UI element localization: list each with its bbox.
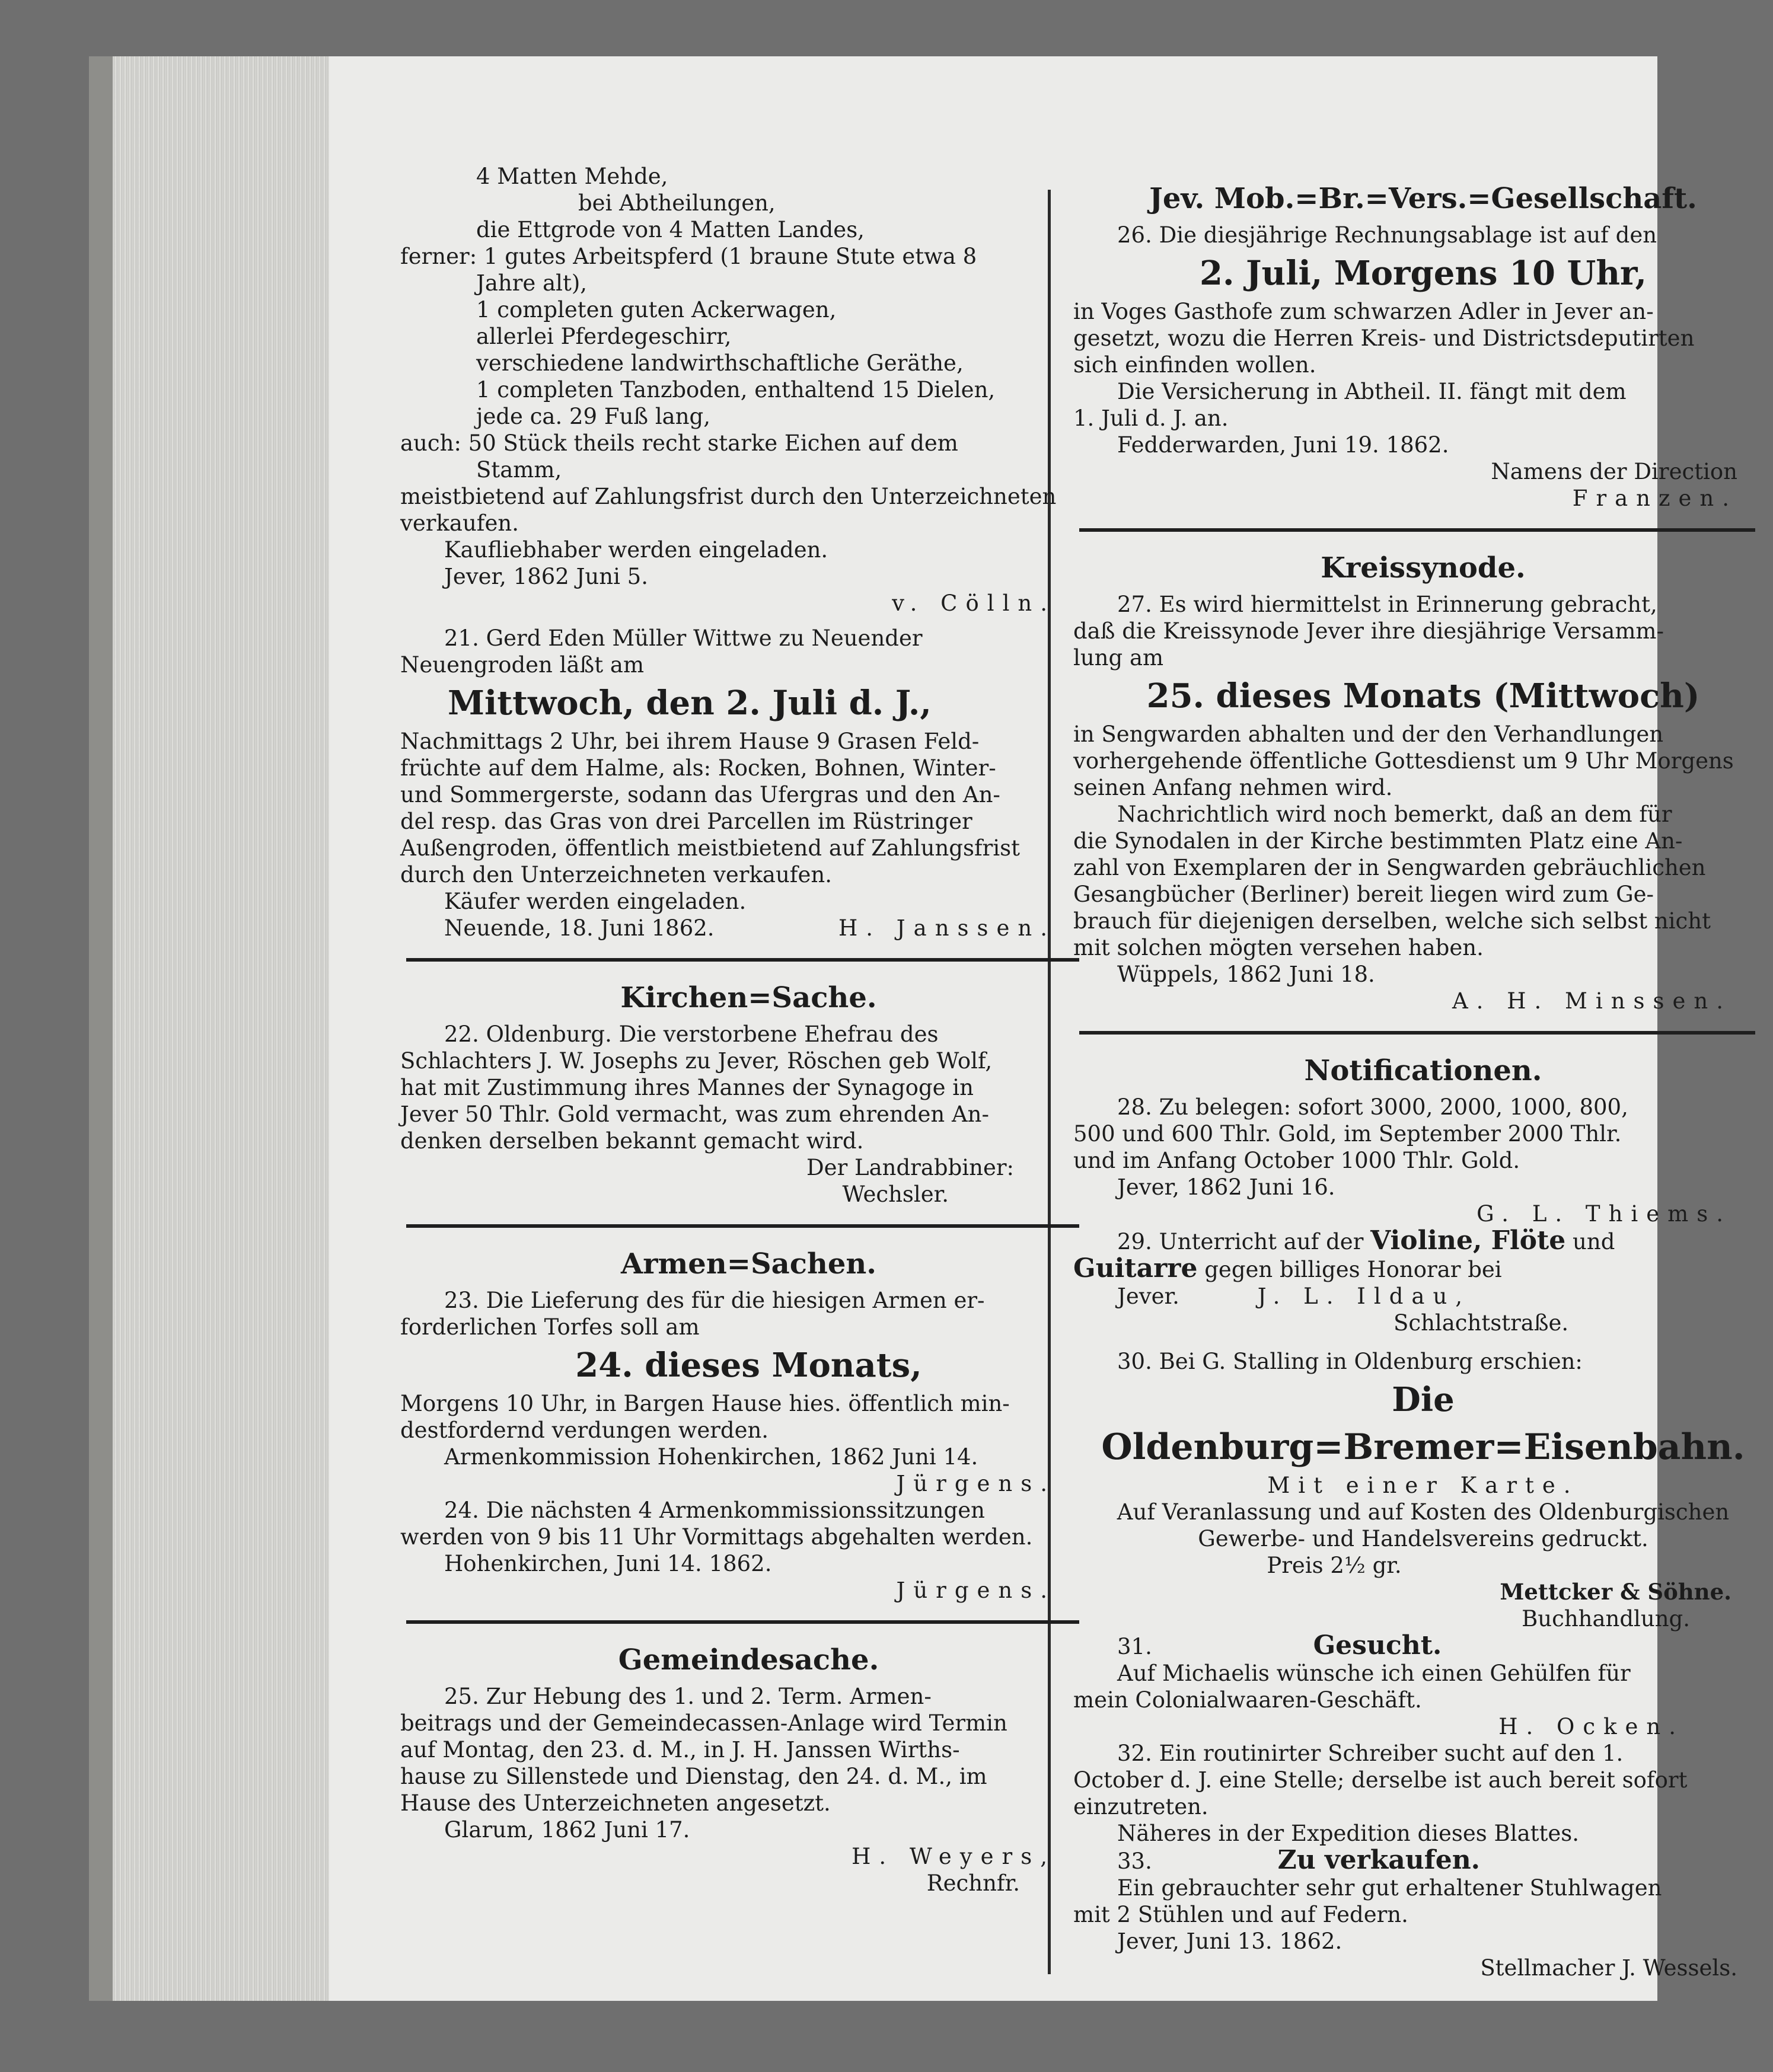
newspaper-page [329,56,1745,2001]
section-heading: Kirchen=Sache. [620,981,877,1014]
notice-26: 26. Die diesjährige Rechnungsablage ist auf den [1117,222,1657,248]
notice-21-date: Mittwoch, den 2. Juli d. J., [448,684,932,723]
section-heading: Gemeindesache. [618,1643,879,1677]
book-page-edges [89,56,353,2001]
signature: H. Weyers, [852,1844,1055,1869]
notice-29: 29. Unterricht auf der Violine, Flöte und [1117,1225,1615,1256]
notice-32: 32. Ein routinirter Schreiber sucht auf den 1. [1117,1741,1624,1766]
section-rule [1079,1031,1755,1035]
notice-25: 25. Zur Hebung des 1. und 2. Term. Armen- [444,1684,932,1709]
signature: H. Janssen. [838,915,1055,941]
notice-23-date: 24. dieses Monats, [575,1346,922,1385]
notice-31: 31. Gesucht. [1117,1630,1442,1661]
section-heading: Jev. Mob.=Br.=Vers.=Gesellschaft. [1149,182,1697,215]
signature: H. Ocken. [1498,1714,1684,1739]
section-rule [1079,528,1755,532]
notice-27: 27. Es wird hiermittelst in Erinnerung gebracht, [1117,592,1657,617]
signature: A. H. Minssen. [1452,988,1731,1014]
section-heading: Armen=Sachen. [620,1247,876,1281]
notice-22: 22. Oldenburg. Die verstorbene Ehefrau des [444,1021,939,1047]
notice-28: 28. Zu belegen: sofort 3000, 2000, 1000, 800, [1117,1094,1628,1120]
signature: J. L. Ildau, [1257,1284,1471,1309]
notice-24: 24. Die nächsten 4 Armenkommissionssitzungen [444,1498,985,1523]
notice-23: 23. Die Lieferung des für die hiesigen Armen er- [444,1288,985,1313]
section-rule [406,1224,1079,1228]
auction-item: 4 Matten Mehde, [476,164,668,189]
signature: Franzen. [1572,486,1737,511]
section-heading: Notificationen. [1304,1054,1542,1087]
signature: Jürgens. [896,1578,1055,1603]
section-rule [406,958,1079,962]
notice-27-date: 25. dieses Monats (Mittwoch) [1146,676,1700,716]
signature: Wechsler. [842,1182,949,1207]
book-title: Oldenburg=Bremer=Eisenbahn. [1101,1426,1745,1468]
notice-33: 33. Zu verkaufen. [1117,1845,1480,1875]
left-column: 4 Matten Mehde, bei Abtheilungen, die Ettgrode von 4 Matten Landes, ferner: 1 gutes Arbeitspferd (1 braune Stute etwa 8 Jahre alt), 1 completen guten Ackerwagen, allerlei Pferdegeschirr, verschiedene landwirthschaftliche Geräthe, 1 completen Tanzboden, enthaltend 15 Dielen, jede ca. 29 Fuß lang, auch: 50 Stück theils recht starke Eichen auf dem Stamm, meistbietend auf Zahlungsfrist durch den Unterzeichneten verkaufen. Kaufliebhaber werden eingeladen. Jever, 1862 Juni 5. v. Cölln. 21. Gerd Eden Müller Wittwe zu Neuender Neuengroden läßt am Mittwoch, den 2. Juli d. J., Nachmittags 2 Uhr, bei ihrem Hause 9 Grasen Feld- früchte auf dem Halme, als: Rocken, Bohnen, Winter- und Sommergerste, sodann das Ufergras und den An- del resp. das Gras von drei Parcellen im Rüstringer Außengroden, öffentlich meistbietend auf Zahlungsfrist durch den Unterzeichneten verkaufen. Käufer werden eingeladen. Neuende, 18. Juni 1862. H. Janssen. Kirchen=Sache. 22. Oldenburg. Die verstorbene Ehefrau des Schlachters J. W. Josephs zu Jever, Röschen geb Wolf, hat mit Zustimmung ihres Mannes der Synagoge in Jever 50 Thlr. Gold vermacht, was zum ehrenden An- denken derselben bekannt gemacht wird. Der Landrabbiner: Wechsler. Armen=Sachen. 23. Die Lieferung des für die hiesigen Armen er- forderlichen Torfes soll am 24. dieses Monats, Morgens 10 Uhr, in Bargen Hause hies. öffentlich min- destfordernd verdungen werden. Armenkommission Hohenkirchen, 1862 Juni 14. Jürgens. 24. Die nächsten 4 Armenkommissionssitzungen werden von 9 bis 11 Uhr Vormittags abgehalten werden. Hohenkirchen, Juni 14. 1862. Jürgens. Gemeindesache. 25. Zur Hebung des 1. und 2. Term. Armen- beitrags und der Gemeindecassen-Anlage wird Termin auf Montag, den 23. d. M., in J. H. Janssen Wirths- hause zu Sillenstede und Dienstag, den 24. d. M., im Hause des Unterzeichneten angesetzt. Glarum, 1862 Juni 17. H. Weyers, Rechnfr. [400,163,1097,1897]
signature: Stellmacher J. Wessels. [1480,1955,1737,1981]
notice-26-date: 2. Juli, Morgens 10 Uhr, [1200,254,1647,293]
section-rule [406,1620,1079,1624]
notice-30: 30. Bei G. Stalling in Oldenburg erschien: [1117,1349,1583,1374]
signature: G. L. Thiems. [1477,1201,1731,1227]
signature: v. Cölln. [892,590,1055,616]
signature: Jürgens. [896,1471,1055,1496]
right-column: Jev. Mob.=Br.=Vers.=Gesellschaft. 26. Die diesjährige Rechnungsablage ist auf den 2. Juli, Morgens 10 Uhr, in Voges Gasthofe zum schwarzen Adler in Jever an- gesetzt, wozu die Herren Kreis- und Districtsdeputirten sich einfinden wollen. Die Versicherung in Abtheil. II. fängt mit dem 1. Juli d. J. an. Fedderwarden, Juni 19. 1862. Namens der Direction Franzen. Kreissynode. 27. Es wird hiermittelst in Erinnerung gebracht, daß die Kreissynode Jever ihre diesjährige Versamm- lung am 25. dieses Monats (Mittwoch) in Sengwarden abhalten und der den Verhandlungen vorhergehende öffentliche Gottesdienst um 9 Uhr Morgens seinen Anfang nehmen wird. Nachrichtlich wird noch bemerkt, daß an dem für die Synodalen in der Kirche bestimmten Platz eine An- zahl von Exemplaren der in Sengwarden gebräuchlichen Gesangbücher (Berliner) bereit liegen wird zum Ge- brauch für diejenigen derselben, welche sich selbst nicht mit solchen mögten versehen haben. Wüppels, 1862 Juni 18. A. H. Minssen. Notificationen. 28. Zu belegen: sofort 3000, 2000, 1000, 800, 500 und 600 Thlr. Gold, im September 2000 Thlr. und im Anfang October 1000 Thlr. Gold. Jever, 1862 Juni 16. G. L. Thiems. 29. Unterricht auf der Violine, Flöte und Guitarre gegen billiges Honorar bei Jever. J. L. Ildau, Schlachtstraße. 30. Bei G. Stalling in Oldenburg erschien: Die Oldenburg=Bremer=Eisenbahn. Mit einer Karte. Auf Veranlassung und auf Kosten des Oldenburgischen Gewerbe- und Handelsvereins gedruckt. Preis 2½ gr. Mettcker & Söhne. Buchhandlung. 31. Gesucht. Auf Michaelis wünsche ich einen Gehülfen für mein Colonialwaaren-Geschäft. H. Ocken. 32. Ein routinirter Schreiber sucht auf den 1. October d. J. eine Stelle; derselbe ist auch bereit sofort einzutreten. Näheres in der Expedition dieses Blattes. 33. Zu verkaufen. Ein gebrauchter sehr gut erhaltener Stuhlwagen mit 2 Stühlen und auf Federn. Jever, Juni 13. 1862. Stellmacher J. Wessels. [1073,184,1773,1981]
notice-21: 21. Gerd Eden Müller Wittwe zu Neuender [444,625,923,651]
section-heading: Kreissynode. [1321,551,1526,585]
